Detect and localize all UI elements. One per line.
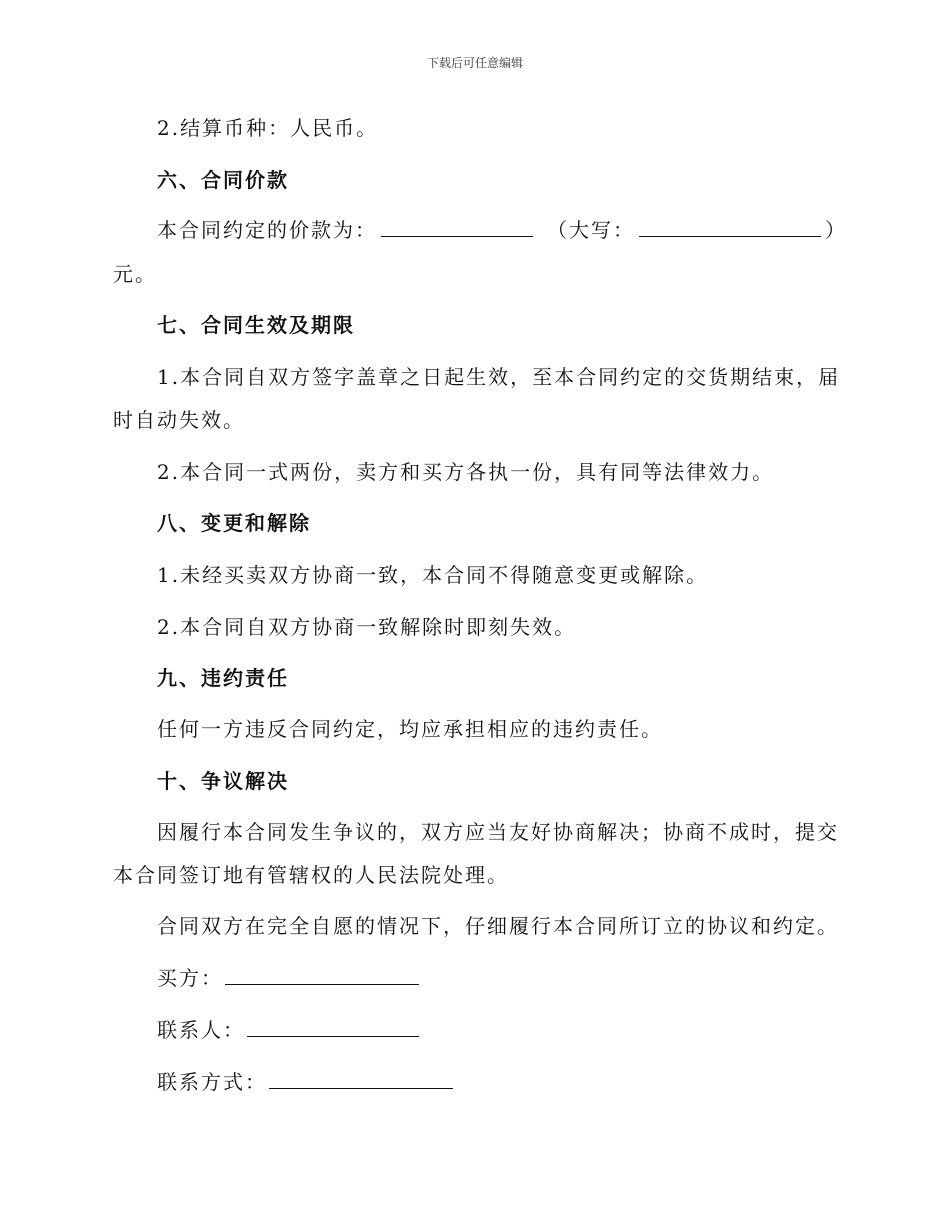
change-clause-1: 1.未经买卖双方协商一致，本合同不得随意变更或解除。	[157, 563, 709, 587]
contact-blank	[247, 1018, 419, 1037]
effect-clause-1a: 1.本合同自双方签字盖章之日起生效，至本合同约定的交货期结束，届	[157, 365, 841, 389]
price-amount-blank	[381, 218, 533, 237]
contact-method-label: 联系方式：	[157, 1070, 267, 1094]
price-line	[157, 218, 847, 242]
change-clause-2: 2.本合同自双方协商一致解除时即刻失效。	[157, 615, 577, 639]
buyer-blank	[225, 966, 419, 985]
heading-liability: 九、违约责任	[157, 666, 289, 690]
heading-contract-price: 六、合同价款	[157, 168, 289, 192]
contact-label: 联系人：	[157, 1018, 245, 1042]
page-header: 下载后可任意编辑	[426, 56, 523, 70]
price-unit: 元。	[113, 262, 157, 286]
liability-clause: 任何一方违反合同约定，均应承担相应的违约责任。	[157, 717, 663, 741]
price-prefix: 本合同约定的价款为：	[157, 218, 377, 242]
price-close-paren: ）	[825, 218, 847, 242]
buyer-line	[157, 966, 423, 990]
contact-line	[157, 1018, 423, 1042]
dispute-clause-a: 因履行本合同发生争议的，双方应当友好协商解决；协商不成时，提交	[157, 820, 839, 844]
contact-method-line	[157, 1070, 457, 1094]
buyer-label: 买方：	[157, 966, 223, 990]
settlement-currency: 2.结算币种：人民币。	[157, 116, 379, 140]
heading-effect-term: 七、合同生效及期限	[157, 313, 355, 337]
contact-method-blank	[269, 1070, 453, 1089]
dispute-clause-b: 本合同签订地有管辖权的人民法院处理。	[113, 863, 509, 887]
heading-dispute: 十、争议解决	[157, 769, 289, 793]
closing-statement: 合同双方在完全自愿的情况下，仔细履行本合同所订立的协议和约定。	[157, 914, 839, 938]
effect-clause-1b: 时自动失效。	[113, 408, 245, 432]
price-uppercase-blank	[639, 218, 821, 237]
heading-change-termination: 八、变更和解除	[157, 511, 311, 535]
price-uppercase-label: （大写：	[547, 218, 635, 242]
effect-clause-2: 2.本合同一式两份，卖方和买方各执一份，具有同等法律效力。	[157, 460, 775, 484]
